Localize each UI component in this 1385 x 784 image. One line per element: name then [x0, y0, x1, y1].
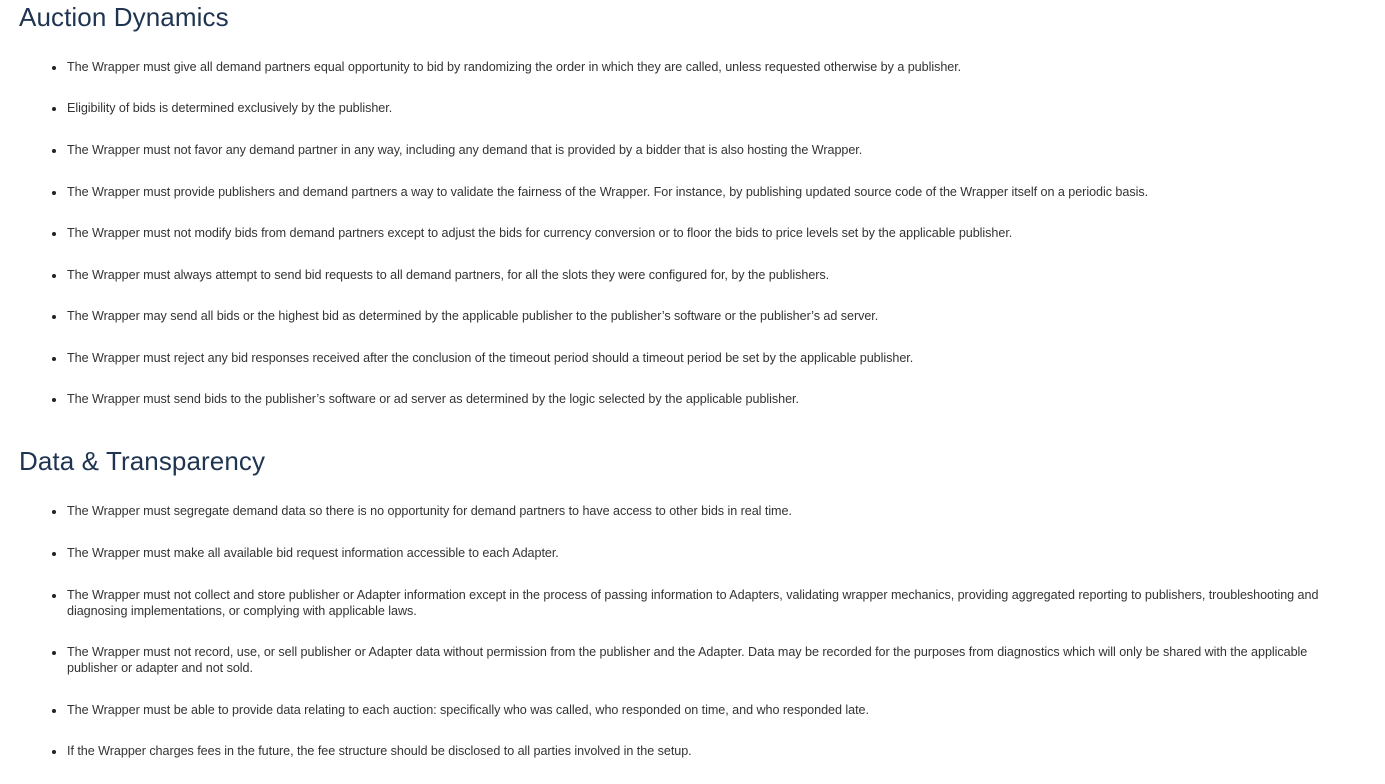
section-title-data-transparency: Data & Transparency — [19, 446, 266, 476]
list-item-text: The Wrapper must make all available bid request information accessible to each Adapter. — [67, 546, 559, 560]
bullet-icon — [51, 267, 67, 285]
bullet-icon — [51, 391, 67, 409]
list-item — [51, 142, 1351, 160]
list-item — [51, 267, 1351, 285]
bullet-icon — [51, 225, 67, 243]
bullet-icon — [51, 545, 67, 563]
list-item — [51, 702, 1351, 720]
bullet-icon — [51, 503, 67, 521]
list-item — [51, 350, 1351, 368]
list-item — [51, 100, 1351, 118]
list-item — [51, 743, 1351, 761]
list-item-text: The Wrapper must not record, use, or sell publisher or Adapter data without permission from the publisher and the Adapter. Data may be recorded for the purposes from diagnostics which will only be shared with the applicable publisher or adapter and not sold. — [67, 645, 1308, 675]
list-item — [51, 184, 1351, 202]
list-item — [51, 545, 1351, 563]
list-item — [51, 391, 1351, 409]
list-item-text: If the Wrapper charges fees in the future, the fee structure should be disclosed to all parties involved in the setup. — [67, 744, 692, 758]
list-item-text: The Wrapper may send all bids or the highest bid as determined by the applicable publisher to the publisher’s software or the publisher’s ad server. — [67, 309, 879, 323]
bullet-icon — [51, 743, 67, 761]
bullet-icon — [51, 350, 67, 368]
list-item — [51, 587, 1351, 619]
list-item-text: The Wrapper must be able to provide data relating to each auction: specifically who was called, who responded on time, and who responded late. — [67, 703, 869, 717]
bullet-icon — [51, 142, 67, 160]
list-item-text: The Wrapper must reject any bid responses received after the conclusion of the timeout period should a timeout period be set by the applicable publisher. — [67, 351, 914, 365]
bullet-icon — [51, 587, 67, 605]
list-item — [51, 225, 1351, 243]
list-item-text: Eligibility of bids is determined exclusively by the publisher. — [67, 101, 393, 115]
bullet-icon — [51, 59, 67, 77]
list-item-text: The Wrapper must segregate demand data so there is no opportunity for demand partners to have access to other bids in real time. — [67, 504, 792, 518]
list-item — [51, 308, 1351, 326]
list-item-text: The Wrapper must give all demand partners equal opportunity to bid by randomizing the order in which they are called, unless requested otherwise by a publisher. — [67, 60, 962, 74]
list-item-text: The Wrapper must not favor any demand partner in any way, including any demand that is provided by a bidder that is also hosting the Wrapper. — [67, 143, 863, 157]
list-item — [51, 503, 1351, 521]
list-item — [51, 59, 1351, 77]
list-item — [51, 644, 1351, 676]
bullet-icon — [51, 184, 67, 202]
list-item-text: The Wrapper must not modify bids from demand partners except to adjust the bids for currency conversion or to floor the bids to price levels set by the applicable publisher. — [67, 226, 1013, 240]
list-item-text: The Wrapper must provide publishers and demand partners a way to validate the fairness of the Wrapper. For instance, by publishing updated source code of the Wrapper itself on a periodic basis. — [67, 185, 1149, 199]
list-item-text: The Wrapper must send bids to the publisher’s software or ad server as determined by the logic selected by the applicable publisher. — [67, 392, 799, 406]
bullet-icon — [51, 100, 67, 118]
list-item-text: The Wrapper must always attempt to send bid requests to all demand partners, for all the slots they were configured for, by the publishers. — [67, 268, 830, 282]
bullet-icon — [51, 644, 67, 662]
bullet-icon — [51, 702, 67, 720]
list-item-text: The Wrapper must not collect and store publisher or Adapter information except in the process of passing information to Adapters, validating wrapper mechanics, providing aggregated reporting to publishers, troubleshooting and diagnosing implementations, or complying with applicable laws. — [67, 588, 1319, 618]
section-title-auction-dynamics: Auction Dynamics — [19, 2, 229, 32]
bullet-icon — [51, 308, 67, 326]
